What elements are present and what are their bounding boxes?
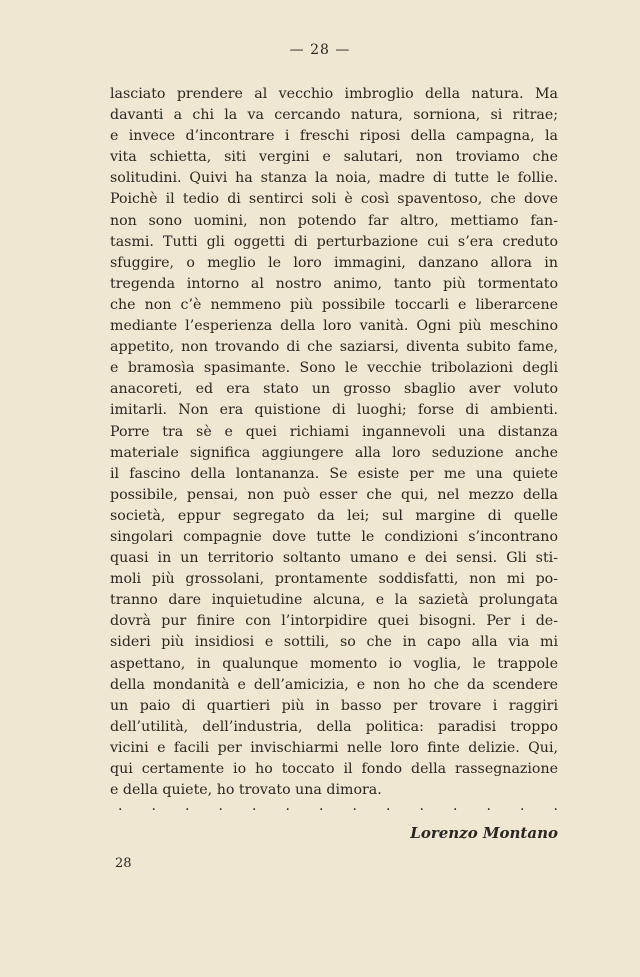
- ellipsis-dot: .: [185, 798, 190, 814]
- ellipsis-dot: .: [553, 798, 558, 814]
- text-line: possibile, pensai, non può esser che qui, nel mezzo della: [110, 486, 558, 503]
- folio-number: 28: [115, 856, 132, 871]
- ellipsis-dot: .: [453, 798, 458, 814]
- ellipsis-dot: .: [218, 798, 223, 814]
- author-signature: Lorenzo Montano: [410, 824, 558, 842]
- text-line: tranno dare inquietudine alcuna, e la sazietà prolungata: [110, 592, 558, 609]
- text-line: della mondanità e dell’amicizia, e non ho che da scendere: [110, 676, 558, 693]
- text-line: dell’utilità, dell’industria, della politica: paradisi troppo: [110, 718, 558, 735]
- text-line: qui certamente io ho toccato il fondo della rassegnazione: [110, 761, 558, 777]
- text-line: lasciato prendere al vecchio imbroglio della natura. Ma: [110, 86, 558, 102]
- text-line: dovrà pur finire con l’intorpidire quei bisogni. Per i de-: [110, 613, 558, 630]
- ellipsis-dot: .: [352, 798, 357, 814]
- text-line: quasi in un territorio soltanto umano e dei sensi. Gli sti-: [110, 550, 558, 567]
- text-line: e della quiete, ho trovato una dimora.: [110, 782, 382, 799]
- text-line: non sono uomini, non potendo far altro, mettiamo fan-: [110, 212, 558, 229]
- text-line: Porre tra sè e quei richiami ingannevoli una distanza: [110, 423, 558, 440]
- text-line: e invece d’incontrare i freschi riposi della campagna, la: [110, 128, 558, 145]
- text-line: che non c’è nemmeno più possibile toccarli e liberarcene: [110, 296, 558, 313]
- text-line: mediante l’esperienza della loro vanità. Ogni più meschino: [110, 318, 558, 335]
- text-line: un paio di quartieri più in basso per trovare i raggiri: [110, 697, 558, 714]
- text-line: vita schietta, siti vergini e salutari, non troviamo che: [110, 149, 558, 166]
- text-line: anacoreti, ed era stato un grosso sbaglio aver voluto: [110, 381, 558, 398]
- ellipsis-dot: .: [486, 798, 491, 814]
- ellipsis-separator: [118, 798, 558, 814]
- text-line: società, eppur segregato da lei; sul margine di quelle: [110, 507, 558, 524]
- text-line: aspettano, in qualunque momento io voglia, le trappole: [110, 655, 558, 672]
- text-line: tasmi. Tutti gli oggetti di perturbazione cui s’era creduto: [110, 233, 558, 250]
- text-line: e bramosìa spasimante. Sono le vecchie tribolazioni degli: [110, 360, 558, 377]
- ellipsis-dot: .: [419, 798, 424, 814]
- text-line: davanti a chi la va cercando natura, sorniona, si ritrae;: [110, 107, 558, 124]
- page-number-header: — 28 —: [289, 42, 351, 58]
- text-line: il fascino della lontananza. Se esiste per me una quiete: [110, 465, 558, 482]
- text-line: sideri più insidiosi e sottili, so che in capo alla via mi: [110, 634, 558, 651]
- text-line: imitarli. Non era quistione di luoghi; forse di ambienti.: [110, 402, 558, 419]
- text-line: solitudini. Quivi ha stanza la noia, madre di tutte le follie.: [110, 170, 558, 187]
- text-line: Poichè il tedio di sentirci soli è così spaventoso, che dove: [110, 191, 558, 208]
- ellipsis-dot: .: [386, 798, 391, 814]
- ellipsis-dot: .: [118, 798, 123, 814]
- ellipsis-dot: .: [319, 798, 324, 814]
- text-line: materiale significa aggiungere alla loro seduzione anche: [110, 444, 558, 461]
- text-line: vicini e facili per invischiarmi nelle loro finte delizie. Qui,: [110, 739, 558, 756]
- text-line: appetito, non trovando di che saziarsi, diventa subito fame,: [110, 339, 558, 356]
- text-line: tregenda intorno al nostro animo, tanto più tormentato: [110, 275, 558, 292]
- ellipsis-dot: .: [151, 798, 156, 814]
- text-line: singolari compagnie dove tutte le condizioni s’incontrano: [110, 528, 558, 545]
- ellipsis-dot: .: [285, 798, 290, 814]
- ellipsis-dot: .: [252, 798, 257, 814]
- ellipsis-dot: .: [520, 798, 525, 814]
- text-line: moli più grossolani, prontamente soddisfatti, non mi po-: [110, 571, 558, 588]
- body-paragraph: [110, 84, 558, 801]
- text-line: sfuggire, o meglio le loro immagini, danzano allora in: [110, 254, 558, 271]
